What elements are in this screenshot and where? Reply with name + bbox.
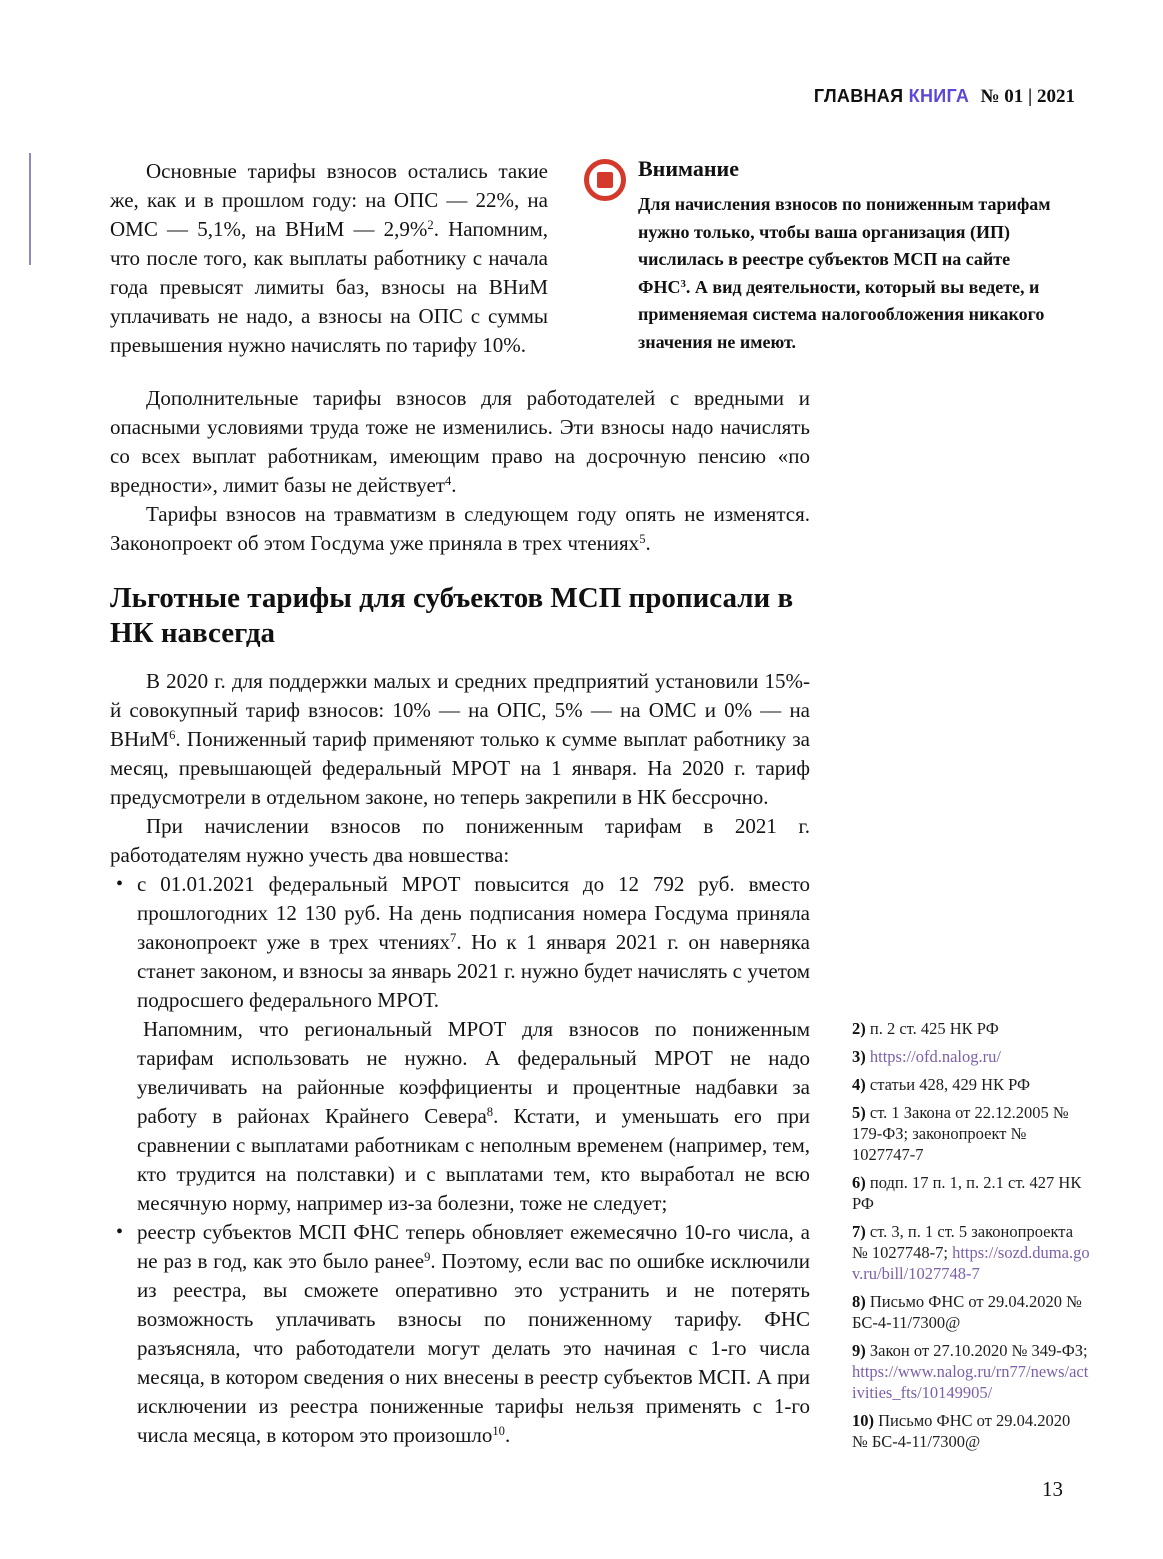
attention-icon <box>584 159 626 201</box>
text-run: ст. 1 Закона от 22.12.2005 № 179-ФЗ; законопроект № 1027747-7 <box>852 1103 1069 1164</box>
text-run: Письмо ФНС от 29.04.2020 № БС-4-11/7300@ <box>852 1411 1071 1451</box>
article-body <box>110 384 810 1450</box>
text-run: Напомним, что региональный МРОТ для взносов по пониженным тарифам использовать не нужно. А федеральный МРОТ не надо увеличивать на районные коэффициенты и процентные надбавки за работу в районах Крайнего Севера <box>137 1017 810 1128</box>
text-run: . Напомним, что после того, как выплаты работнику с начала года превысят лимиты баз, взносы на ВНиМ уплачивать не надо, а взносы на ОПС с суммы превышения нужно начислять по тарифу 10%. <box>110 217 548 357</box>
text-run: Закон от 27.10.2020 № 349-ФЗ; <box>869 1341 1088 1360</box>
text-run: Дополнительные тарифы взносов для работодателей с вредными и опасными условиями труда тоже не изменились. Эти взносы надо начислять со всех выплат работникам, имеющим право на досрочную пенсию «по вредности», лимит базы не действует <box>110 386 810 497</box>
footnote-reference: 8 <box>486 1105 494 1120</box>
text-run: . Кстати, и уменьшать его при сравнении с выплатами работникам с неполным временем (например, тем, кто трудится на полставки) и с выплатами тем, кто выработал не всю месячную норму, например из-за болезни, тоже не следует; <box>137 1104 810 1215</box>
footnote-item <box>852 1046 1090 1067</box>
footnote-reference: 10 <box>492 1424 505 1439</box>
footnote-text <box>870 1047 1001 1066</box>
bullet-registry-text <box>137 1218 810 1450</box>
text-run: Для начисления взносов по пониженным тарифам нужно только, чтобы ваша организация (ИП) числилась в реестре субъектов МСП на сайте ФНС <box>638 194 1051 297</box>
footnote-number: 8) <box>852 1292 866 1311</box>
bullet-mrot-continuation <box>137 1015 810 1218</box>
list-item-registry <box>110 1218 810 1450</box>
list-item-mrot <box>110 870 810 1218</box>
article-paragraph-additional-tariffs <box>110 384 810 500</box>
bullet-mrot-text <box>137 870 810 1015</box>
footnote-item <box>852 1074 1090 1095</box>
article-paragraph-intro <box>110 157 548 360</box>
footnote-link[interactable]: https://sozd.duma.gov.ru/bill/1027748-7 <box>852 1243 1090 1283</box>
footnote-text <box>852 1103 1069 1164</box>
article-paragraph-injury-tariffs <box>110 500 810 558</box>
text-run: . Но к 1 января 2021 г. он наверняка станет законом, и взносы за январь 2021 г. нужно будет начислять с учетом подросшего федерального МРОТ. <box>137 930 810 1012</box>
brand-name-black: ГЛАВНАЯ <box>813 86 904 106</box>
footnote-number: 6) <box>852 1173 866 1192</box>
attention-content <box>638 156 1066 356</box>
footnote-link[interactable]: https://www.nalog.ru/rn77/news/activities_fts/10149905/ <box>852 1362 1089 1402</box>
text-run: реестр субъектов МСП ФНС теперь обновляет ежемесячно 10-го числа, а не раз в год, как это было ранее <box>137 1220 810 1273</box>
text-run: . А вид деятельности, который вы ведете, и применяемая система налогообложения никакого значения не имеют. <box>638 276 1045 352</box>
footnote-number: 10) <box>852 1411 874 1430</box>
text-run: . Пониженный тариф применяют только к сумме выплат работнику за месяц, превышающей федеральный МРОТ на 1 января. На 2020 г. тариф предусмотрели в отдельном законе, но теперь закрепили в НК бессрочно. <box>110 727 810 809</box>
text-run: . <box>451 473 457 497</box>
left-margin-rule <box>29 153 31 265</box>
footnotes-sidebar <box>852 1018 1090 1459</box>
footnote-item <box>852 1291 1090 1333</box>
text-run: Основные тарифы взносов остались такие же, как и в прошлом году: на ОПС — 22%, на ОМС — 5,1%, на ВНиМ — 2,9% <box>110 159 548 241</box>
attention-title: Внимание <box>638 156 739 181</box>
footnote-text <box>852 1292 1082 1332</box>
footnote-number: 2) <box>852 1019 866 1038</box>
footnote-item <box>852 1221 1090 1284</box>
footnote-item <box>852 1172 1090 1214</box>
text-run: . Поэтому, если вас по ошибке исключили из реестра, вы сможете оперативно это устранить и не потерять возможность уплачивать взносы по пониженному тарифу. ФНС разъясняла, что работодатели могут делать это начиная с 1-го числа месяца, в котором сведения о них внесены в реестр субъектов МСП. А при исключении из реестра пониженные тарифы нельзя применять с 1-го числа месяца, в котором это произошло <box>137 1249 811 1447</box>
text-run: . <box>504 1423 511 1447</box>
novelties-list <box>110 870 810 1450</box>
text-run: п. 2 ст. 425 НК РФ <box>869 1019 999 1038</box>
text-run: ст. 3, п. 1 ст. 5 законопроекта № 1027748-7; <box>852 1222 1074 1262</box>
text-run: статьи 428, 429 НК РФ <box>869 1075 1031 1094</box>
footnote-text <box>852 1173 1081 1213</box>
footnote-text <box>852 1411 1070 1451</box>
footnote-reference: 5 <box>639 532 646 547</box>
text-run: Письмо ФНС от 29.04.2020 № БС-4-11/7300@ <box>852 1292 1082 1332</box>
footnote-number: 3) <box>852 1047 866 1066</box>
footnote-item <box>852 1340 1090 1403</box>
text-run: с 01.01.2021 федеральный МРОТ повысится до 12 792 руб. вместо прошлогодних 12 130 руб. На день подписания номера Госдума приняла законопроект уже в трех чтениях <box>137 872 810 954</box>
attention-callout <box>584 156 1066 356</box>
footnote-text <box>852 1341 1088 1402</box>
attention-body <box>638 191 1066 356</box>
footnote-number: 9) <box>852 1341 866 1360</box>
article-paragraph-two-novelties: При начислении взносов по пониженным тарифам в 2021 г. работодателям нужно учесть два новшества: <box>110 814 810 867</box>
footnote-number: 4) <box>852 1075 866 1094</box>
footnote-number: 5) <box>852 1103 866 1122</box>
footnote-reference: 3 <box>680 277 686 290</box>
article-paragraph-2020-tariff <box>110 667 810 812</box>
text-run: Тарифы взносов на травматизм в следующем году опять не изменятся. Законопроект об этом Госдума уже приняла в трех чтениях <box>110 502 810 555</box>
footnote-reference: 7 <box>450 931 457 946</box>
page-number: 13 <box>1042 1477 1063 1501</box>
text-run: . <box>645 531 651 555</box>
footnote-text <box>852 1222 1090 1283</box>
footnote-reference: 6 <box>169 728 176 743</box>
text-run: В 2020 г. для поддержки малых и средних предприятий установили 15%-й совокупный тариф взносов: 10% — на ОПС, 5% — на ОМС и 0% — на ВНиМ <box>110 669 810 751</box>
footnote-text <box>870 1075 1030 1094</box>
page-header <box>0 86 1075 108</box>
footnote-text <box>870 1019 999 1038</box>
footnote-link[interactable]: https://ofd.nalog.ru/ <box>869 1047 1001 1066</box>
issue-label: № 01 | 2021 <box>980 86 1075 107</box>
footnote-item <box>852 1018 1090 1039</box>
footnote-item <box>852 1410 1090 1452</box>
footnote-number: 7) <box>852 1222 866 1241</box>
footnote-reference: 2 <box>427 218 434 233</box>
footnote-reference: 9 <box>424 1250 431 1265</box>
footnote-reference: 4 <box>444 474 452 489</box>
brand-name-accent: КНИГА <box>908 86 970 106</box>
text-run: подп. 17 п. 1, п. 2.1 ст. 427 НК РФ <box>852 1173 1082 1213</box>
section-heading: Льготные тарифы для субъектов МСП прописали в НК навсегда <box>110 582 794 649</box>
footnote-item <box>852 1102 1090 1165</box>
